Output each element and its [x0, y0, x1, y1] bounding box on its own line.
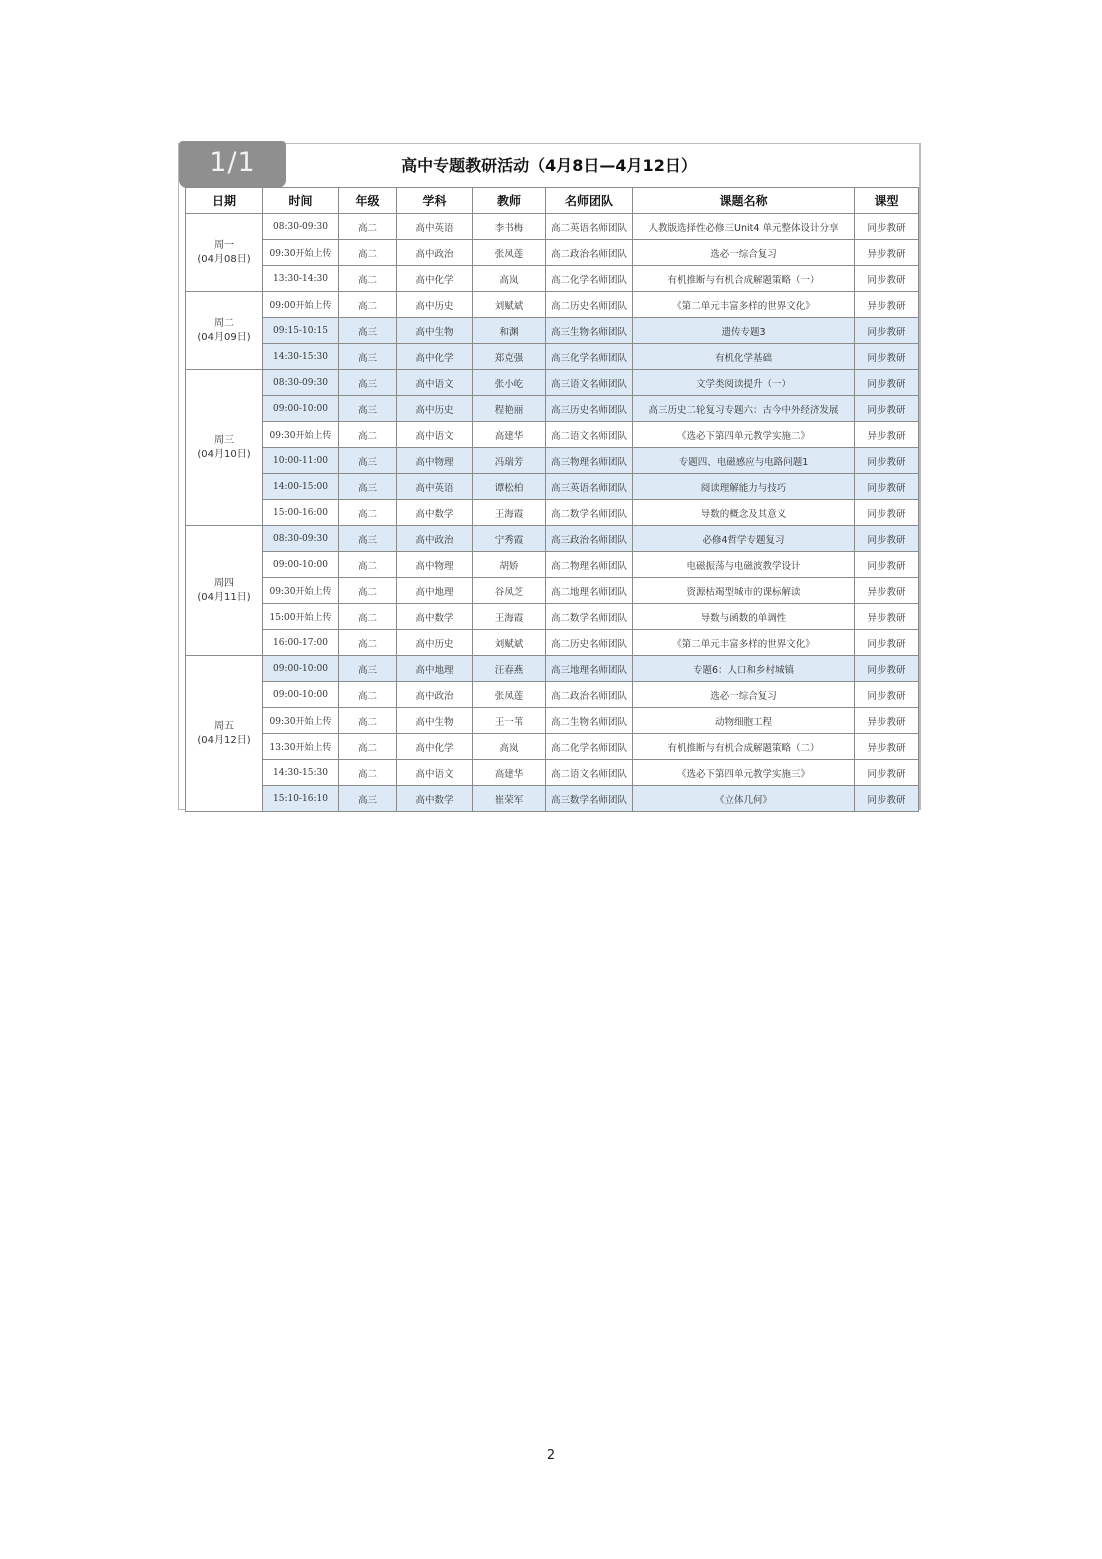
weekday-label: 周三 — [214, 434, 234, 446]
type-cell: 同步教研 — [855, 500, 919, 526]
grade-cell: 高二 — [339, 604, 397, 630]
teacher-cell: 张凤莲 — [473, 240, 546, 266]
grade-cell: 高三 — [339, 396, 397, 422]
table-row — [186, 344, 919, 370]
table-row — [186, 786, 919, 812]
team-cell: 高三语文名师团队 — [546, 370, 633, 396]
time-cell: 08:30-09:30 — [263, 526, 339, 552]
teacher-cell: 宁秀霞 — [473, 526, 546, 552]
team-cell: 高二语文名师团队 — [546, 760, 633, 786]
grade-cell: 高三 — [339, 370, 397, 396]
team-cell: 高三数学名师团队 — [546, 786, 633, 812]
subject-cell: 高中地理 — [397, 578, 473, 604]
date-cell — [186, 656, 263, 812]
subject-cell: 高中化学 — [397, 734, 473, 760]
grade-cell: 高二 — [339, 760, 397, 786]
time-cell: 09:00-10:00 — [263, 682, 339, 708]
subject-cell: 高中政治 — [397, 682, 473, 708]
teacher-cell: 程艳丽 — [473, 396, 546, 422]
type-cell: 异步教研 — [855, 578, 919, 604]
time-cell: 09:00开始上传 — [263, 292, 339, 318]
subject-cell: 高中语文 — [397, 370, 473, 396]
date-cell — [186, 370, 263, 526]
team-cell: 高二地理名师团队 — [546, 578, 633, 604]
topic-cell: 《选必下第四单元教学实施二》 — [633, 422, 855, 448]
time-cell: 09:30开始上传 — [263, 708, 339, 734]
subject-cell: 高中历史 — [397, 292, 473, 318]
grade-cell: 高二 — [339, 630, 397, 656]
type-cell: 同步教研 — [855, 474, 919, 500]
table-row — [186, 526, 919, 552]
team-cell: 高三生物名师团队 — [546, 318, 633, 344]
time-cell: 09:30开始上传 — [263, 422, 339, 448]
grade-cell: 高三 — [339, 318, 397, 344]
grade-cell: 高二 — [339, 292, 397, 318]
grade-cell: 高二 — [339, 266, 397, 292]
topic-cell: 有机推断与有机合成解题策略（一） — [633, 266, 855, 292]
subject-cell: 高中历史 — [397, 396, 473, 422]
table-row — [186, 708, 919, 734]
topic-cell: 选必一综合复习 — [633, 240, 855, 266]
type-cell: 同步教研 — [855, 396, 919, 422]
table-row — [186, 292, 919, 318]
weekday-label: 周五 — [214, 720, 234, 732]
subject-cell: 高中英语 — [397, 474, 473, 500]
table-row — [186, 734, 919, 760]
time-cell: 09:30开始上传 — [263, 240, 339, 266]
topic-cell: 遗传专题3 — [633, 318, 855, 344]
date-cell — [186, 214, 263, 292]
header-type: 课型 — [855, 188, 919, 214]
time-cell: 13:30-14:30 — [263, 266, 339, 292]
date-label: (04月11日) — [197, 591, 251, 603]
table-row — [186, 266, 919, 292]
topic-cell: 导数的概念及其意义 — [633, 500, 855, 526]
teacher-cell: 张凤莲 — [473, 682, 546, 708]
topic-cell: 阅读理解能力与技巧 — [633, 474, 855, 500]
grade-cell: 高二 — [339, 422, 397, 448]
team-cell: 高二英语名师团队 — [546, 214, 633, 240]
team-cell: 高二政治名师团队 — [546, 240, 633, 266]
topic-cell: 动物细胞工程 — [633, 708, 855, 734]
table-row — [186, 578, 919, 604]
subject-cell: 高中生物 — [397, 318, 473, 344]
type-cell: 同步教研 — [855, 526, 919, 552]
topic-cell: 文学类阅读提升（一） — [633, 370, 855, 396]
teacher-cell: 和渊 — [473, 318, 546, 344]
table-row — [186, 500, 919, 526]
topic-cell: 资源枯竭型城市的课标解读 — [633, 578, 855, 604]
team-cell: 高三化学名师团队 — [546, 344, 633, 370]
table-row — [186, 396, 919, 422]
teacher-cell: 高建华 — [473, 422, 546, 448]
teacher-cell: 张小屹 — [473, 370, 546, 396]
table-row — [186, 422, 919, 448]
team-cell: 高二化学名师团队 — [546, 734, 633, 760]
document-title: 高中专题教研活动（4月8日—4月12日） — [401, 156, 697, 175]
subject-cell: 高中语文 — [397, 422, 473, 448]
topic-cell: 《选必下第四单元教学实施三》 — [633, 760, 855, 786]
subject-cell: 高中语文 — [397, 760, 473, 786]
subject-cell: 高中生物 — [397, 708, 473, 734]
type-cell: 异步教研 — [855, 240, 919, 266]
grade-cell: 高三 — [339, 526, 397, 552]
teacher-cell: 刘赋斌 — [473, 292, 546, 318]
subject-cell: 高中地理 — [397, 656, 473, 682]
team-cell: 高二数学名师团队 — [546, 604, 633, 630]
header-subject: 学科 — [397, 188, 473, 214]
topic-cell: 专题6：人口和乡村城镇 — [633, 656, 855, 682]
schedule-body — [186, 214, 919, 812]
time-cell: 14:00-15:00 — [263, 474, 339, 500]
type-cell: 同步教研 — [855, 344, 919, 370]
grade-cell: 高三 — [339, 656, 397, 682]
type-cell: 同步教研 — [855, 682, 919, 708]
teacher-cell: 冯瑞芳 — [473, 448, 546, 474]
time-cell: 10:00-11:00 — [263, 448, 339, 474]
teacher-cell: 刘赋斌 — [473, 630, 546, 656]
header-time: 时间 — [263, 188, 339, 214]
subject-cell: 高中英语 — [397, 214, 473, 240]
type-cell: 同步教研 — [855, 214, 919, 240]
team-cell: 高三英语名师团队 — [546, 474, 633, 500]
table-row — [186, 318, 919, 344]
time-cell: 09:30开始上传 — [263, 578, 339, 604]
table-row — [186, 370, 919, 396]
table-row — [186, 474, 919, 500]
teacher-cell: 崔荣军 — [473, 786, 546, 812]
topic-cell: 《第二单元丰富多样的世界文化》 — [633, 292, 855, 318]
subject-cell: 高中数学 — [397, 604, 473, 630]
header-team: 名师团队 — [546, 188, 633, 214]
topic-cell: 导数与函数的单调性 — [633, 604, 855, 630]
topic-cell: 《第二单元丰富多样的世界文化》 — [633, 630, 855, 656]
time-cell: 09:00-10:00 — [263, 552, 339, 578]
topic-cell: 必修4哲学专题复习 — [633, 526, 855, 552]
type-cell: 同步教研 — [855, 552, 919, 578]
table-row — [186, 552, 919, 578]
weekday-label: 周四 — [214, 577, 234, 589]
teacher-cell: 王一苇 — [473, 708, 546, 734]
time-cell: 13:30开始上传 — [263, 734, 339, 760]
date-cell — [186, 526, 263, 656]
subject-cell: 高中政治 — [397, 526, 473, 552]
date-label: (04月09日) — [197, 331, 251, 343]
grade-cell: 高二 — [339, 578, 397, 604]
header-date: 日期 — [186, 188, 263, 214]
teacher-cell: 胡娇 — [473, 552, 546, 578]
teacher-cell: 王海霞 — [473, 500, 546, 526]
team-cell: 高二历史名师团队 — [546, 630, 633, 656]
subject-cell: 高中物理 — [397, 552, 473, 578]
time-cell: 16:00-17:00 — [263, 630, 339, 656]
team-cell: 高二化学名师团队 — [546, 266, 633, 292]
grade-cell: 高二 — [339, 240, 397, 266]
type-cell: 同步教研 — [855, 760, 919, 786]
header-topic: 课题名称 — [633, 188, 855, 214]
table-row — [186, 656, 919, 682]
grade-cell: 高三 — [339, 474, 397, 500]
time-cell: 09:00-10:00 — [263, 396, 339, 422]
type-cell: 同步教研 — [855, 656, 919, 682]
header-grade: 年级 — [339, 188, 397, 214]
type-cell: 异步教研 — [855, 422, 919, 448]
table-row — [186, 240, 919, 266]
time-cell: 09:00-10:00 — [263, 656, 339, 682]
grade-cell: 高二 — [339, 708, 397, 734]
header-teacher: 教师 — [473, 188, 546, 214]
subject-cell: 高中化学 — [397, 266, 473, 292]
table-header-row — [186, 188, 919, 214]
type-cell: 同步教研 — [855, 370, 919, 396]
teacher-cell: 高岚 — [473, 734, 546, 760]
type-cell: 异步教研 — [855, 292, 919, 318]
document-sheet — [178, 143, 921, 810]
team-cell: 高三物理名师团队 — [546, 448, 633, 474]
table-row — [186, 604, 919, 630]
time-cell: 15:10-16:10 — [263, 786, 339, 812]
subject-cell: 高中历史 — [397, 630, 473, 656]
type-cell: 同步教研 — [855, 630, 919, 656]
time-cell: 14:30-15:30 — [263, 344, 339, 370]
team-cell: 高二生物名师团队 — [546, 708, 633, 734]
subject-cell: 高中数学 — [397, 786, 473, 812]
team-cell: 高二语文名师团队 — [546, 422, 633, 448]
table-row — [186, 214, 919, 240]
page-indicator-badge: 1/1 — [179, 141, 286, 188]
type-cell: 同步教研 — [855, 448, 919, 474]
grade-cell: 高三 — [339, 448, 397, 474]
team-cell: 高二政治名师团队 — [546, 682, 633, 708]
time-cell: 15:00-16:00 — [263, 500, 339, 526]
table-row — [186, 448, 919, 474]
team-cell: 高二物理名师团队 — [546, 552, 633, 578]
time-cell: 15:00开始上传 — [263, 604, 339, 630]
subject-cell: 高中政治 — [397, 240, 473, 266]
topic-cell: 专题四、电磁感应与电路问题1 — [633, 448, 855, 474]
type-cell: 异步教研 — [855, 708, 919, 734]
page-number: 2 — [546, 1448, 556, 1463]
teacher-cell: 王海霞 — [473, 604, 546, 630]
schedule-table — [185, 187, 919, 812]
grade-cell: 高三 — [339, 344, 397, 370]
grade-cell: 高二 — [339, 734, 397, 760]
grade-cell: 高二 — [339, 552, 397, 578]
grade-cell: 高三 — [339, 786, 397, 812]
date-label: (04月12日) — [197, 734, 251, 746]
type-cell: 异步教研 — [855, 604, 919, 630]
team-cell: 高三历史名师团队 — [546, 396, 633, 422]
type-cell: 异步教研 — [855, 734, 919, 760]
teacher-cell: 郑克强 — [473, 344, 546, 370]
type-cell: 同步教研 — [855, 786, 919, 812]
type-cell: 同步教研 — [855, 266, 919, 292]
time-cell: 14:30-15:30 — [263, 760, 339, 786]
teacher-cell: 高建华 — [473, 760, 546, 786]
subject-cell: 高中物理 — [397, 448, 473, 474]
grade-cell: 高二 — [339, 214, 397, 240]
topic-cell: 人教版选择性必修三Unit4 单元整体设计分享 — [633, 214, 855, 240]
team-cell: 高三政治名师团队 — [546, 526, 633, 552]
grade-cell: 高二 — [339, 500, 397, 526]
topic-cell: 选必一综合复习 — [633, 682, 855, 708]
teacher-cell: 谷凤芝 — [473, 578, 546, 604]
topic-cell: 高三历史二轮复习专题六：古今中外经济发展 — [633, 396, 855, 422]
type-cell: 同步教研 — [855, 318, 919, 344]
grade-cell: 高二 — [339, 682, 397, 708]
date-label: (04月10日) — [197, 448, 251, 460]
team-cell: 高二数学名师团队 — [546, 500, 633, 526]
subject-cell: 高中化学 — [397, 344, 473, 370]
subject-cell: 高中数学 — [397, 500, 473, 526]
topic-cell: 《立体几何》 — [633, 786, 855, 812]
team-cell: 高二历史名师团队 — [546, 292, 633, 318]
teacher-cell: 谭松柏 — [473, 474, 546, 500]
time-cell: 09:15-10:15 — [263, 318, 339, 344]
table-row — [186, 630, 919, 656]
topic-cell: 有机推断与有机合成解题策略（二） — [633, 734, 855, 760]
teacher-cell: 李书梅 — [473, 214, 546, 240]
time-cell: 08:30-09:30 — [263, 370, 339, 396]
weekday-label: 周二 — [214, 317, 234, 329]
date-cell — [186, 292, 263, 370]
teacher-cell: 汪春燕 — [473, 656, 546, 682]
team-cell: 高三地理名师团队 — [546, 656, 633, 682]
topic-cell: 电磁振荡与电磁波教学设计 — [633, 552, 855, 578]
table-row — [186, 760, 919, 786]
weekday-label: 周一 — [214, 239, 234, 251]
time-cell: 08:30-09:30 — [263, 214, 339, 240]
date-label: (04月08日) — [197, 253, 251, 265]
topic-cell: 有机化学基础 — [633, 344, 855, 370]
table-row — [186, 682, 919, 708]
teacher-cell: 高岚 — [473, 266, 546, 292]
